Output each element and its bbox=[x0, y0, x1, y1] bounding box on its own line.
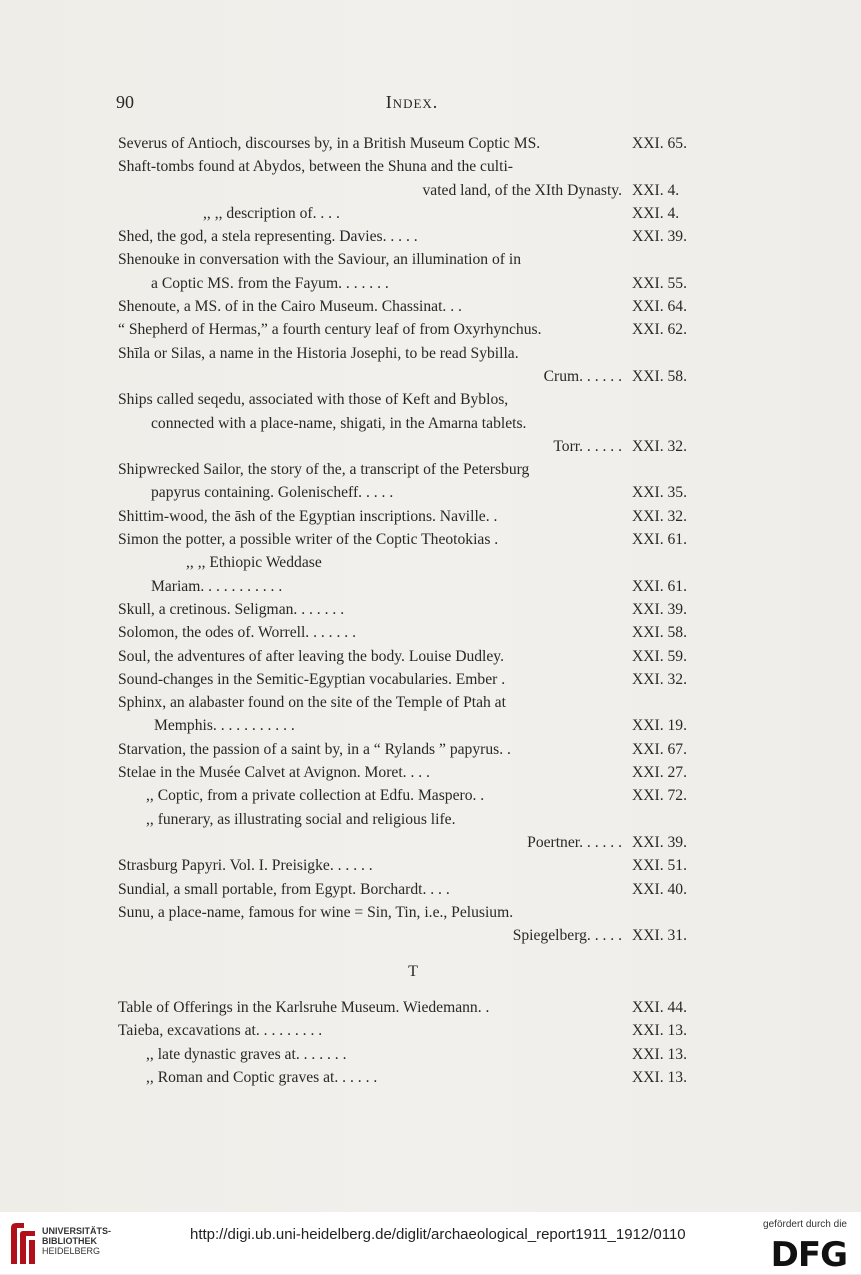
dfg-logo: DFG bbox=[770, 1235, 847, 1275]
volume-reference: XXI. 31. bbox=[632, 927, 688, 945]
university-library-logo-icon bbox=[8, 1220, 38, 1268]
volume-reference: XXI. 4. bbox=[632, 181, 680, 199]
volume-reference: XXI. 64. bbox=[632, 298, 688, 316]
index-line: Mariam. . . . . . . . . . . XXI. 61. bbox=[118, 575, 708, 598]
volume-reference: XXI. 55. bbox=[632, 274, 688, 292]
volume-reference: XXI. 27. bbox=[632, 764, 688, 782]
index-line: Spiegelberg. . . . . XXI. 31. bbox=[118, 924, 708, 947]
index-line: Torr. . . . . . XXI. 32. bbox=[118, 435, 708, 458]
index-line: ,, Coptic, from a private collection at Edfu. Maspero. . XXI. 72. bbox=[118, 784, 708, 807]
index-line: Severus of Antioch, discourses by, in a British Museum Coptic MS. XXI. 65. bbox=[118, 132, 708, 155]
volume-reference: XXI. 13. bbox=[632, 1022, 688, 1040]
volume-reference: XXI. 39. bbox=[632, 833, 688, 851]
index-line: Memphis. . . . . . . . . . . XXI. 19. bbox=[118, 714, 708, 737]
index-line: ,, late dynastic graves at. . . . . . . XXI. 13. bbox=[118, 1043, 708, 1066]
index-entries bbox=[118, 132, 708, 947]
volume-reference: XXI. 44. bbox=[632, 999, 688, 1016]
page-title: Index. bbox=[385, 92, 439, 112]
index-line: Soul, the adventures of after leaving the body. Louise Dudley. XXI. 59. bbox=[118, 645, 708, 668]
volume-reference: XXI. 58. bbox=[632, 367, 688, 385]
index-line: Skull, a cretinous. Seligman. . . . . . . XXI. 39. bbox=[118, 598, 708, 621]
index-line: Starvation, the passion of a saint by, in a “ Rylands ” papyrus. . XXI. 67. bbox=[118, 738, 708, 761]
index-line: ,, Roman and Coptic graves at. . . . . . XXI. 13. bbox=[118, 1066, 708, 1089]
volume-reference: XXI. 32. bbox=[632, 437, 688, 455]
document-url-link[interactable]: http://digi.ub.uni-heidelberg.de/diglit/archaeological_report1911_1912/0110 bbox=[190, 1226, 686, 1243]
funding-text: gefördert durch die bbox=[763, 1219, 847, 1230]
index-line: Shaft-tombs found at Abydos, between the Shuna and the culti- bbox=[118, 158, 513, 176]
index-entries-t bbox=[118, 996, 708, 1089]
volume-reference: XXI. 72. bbox=[632, 787, 688, 805]
index-line: Poertner. . . . . . XXI. 39. bbox=[118, 831, 708, 854]
volume-reference: XXI. 35. bbox=[632, 484, 688, 502]
index-line: Table of Offerings in the Karlsruhe Museum. Wiedemann. . XXI. 44. bbox=[118, 996, 708, 1019]
volume-reference: XXI. 19. bbox=[632, 717, 688, 735]
index-line: connected with a place-name, shigati, in the Amarna tablets. bbox=[151, 414, 527, 432]
volume-reference: XXI. 59. bbox=[632, 647, 688, 665]
volume-reference: XXI. 39. bbox=[632, 228, 688, 246]
page-number: 90 bbox=[116, 92, 134, 112]
volume-reference: XXI. 65. bbox=[632, 135, 688, 152]
volume-reference: XXI. 4. bbox=[632, 204, 680, 222]
volume-reference: XXI. 13. bbox=[632, 1045, 688, 1063]
index-line: Sound-changes in the Semitic-Egyptian vocabularies. Ember . XXI. 32. bbox=[118, 668, 708, 691]
index-line: Shittim-wood, the āsh of the Egyptian inscriptions. Naville. . XXI. 32. bbox=[118, 505, 708, 528]
volume-reference: XXI. 32. bbox=[632, 670, 688, 688]
footer-bar bbox=[0, 1212, 861, 1274]
index-line: Strasburg Papyri. Vol. I. Preisigke. . . . . . XXI. 51. bbox=[118, 854, 708, 877]
volume-reference: XXI. 58. bbox=[632, 624, 688, 642]
section-letter: T bbox=[408, 963, 418, 980]
page-header bbox=[116, 92, 708, 116]
volume-reference: XXI. 40. bbox=[632, 880, 688, 898]
index-line: Stelae in the Musée Calvet at Avignon. Moret. . . . XXI. 27. bbox=[118, 761, 708, 784]
index-line: “ Shepherd of Hermas,” a fourth century leaf of from Oxyrhynchus. XXI. 62. bbox=[118, 318, 708, 341]
index-line: Shenoute, a MS. of in the Cairo Museum. Chassinat. . . XXI. 64. bbox=[118, 295, 708, 318]
volume-reference: XXI. 13. bbox=[632, 1068, 688, 1086]
volume-reference: XXI. 62. bbox=[632, 321, 688, 339]
volume-reference: XXI. 32. bbox=[632, 507, 688, 525]
volume-reference: XXI. 61. bbox=[632, 531, 688, 549]
volume-reference: XXI. 61. bbox=[632, 577, 688, 595]
volume-reference: XXI. 67. bbox=[632, 740, 688, 758]
index-line: papyrus containing. Golenischeff. . . . . XXI. 35. bbox=[118, 481, 708, 504]
index-line: Sundial, a small portable, from Egypt. Borchardt. . . . XXI. 40. bbox=[118, 878, 708, 901]
index-line: Sunu, a place-name, famous for wine = Sin, Tin, i.e., Pelusium. bbox=[118, 903, 514, 921]
index-line: Taieba, excavations at. . . . . . . . . XXI. 13. bbox=[118, 1019, 708, 1042]
index-line: vated land, of the XIth Dynasty. XXI. 4. bbox=[118, 179, 708, 202]
index-line: ,, funerary, as illustrating social and religious life. bbox=[146, 810, 456, 828]
index-line: Shipwrecked Sailor, the story of the, a transcript of the Petersburg bbox=[118, 461, 530, 479]
index-line: Shīla or Silas, a name in the Historia Josephi, to be read Sybilla. bbox=[118, 344, 519, 362]
index-line: Shed, the god, a stela representing. Davies. . . . . XXI. 39. bbox=[118, 225, 708, 248]
index-line: Shenouke in conversation with the Saviour, an illumination of in bbox=[118, 251, 522, 269]
library-name: UNIVERSITÄTS- BIBLIOTHEK HEIDELBERG bbox=[42, 1226, 112, 1256]
index-line: Simon the potter, a possible writer of the Coptic Theotokias . XXI. 61. bbox=[118, 528, 708, 551]
index-line: Ships called seqedu, associated with those of Keft and Byblos, bbox=[118, 391, 509, 409]
index-line: Crum. . . . . . XXI. 58. bbox=[118, 365, 708, 388]
index-line: a Coptic MS. from the Fayum. . . . . . . XXI. 55. bbox=[118, 272, 708, 295]
index-line: Sphinx, an alabaster found on the site of the Temple of Ptah at bbox=[118, 694, 506, 712]
index-line: ,, ,, description of. . . . XXI. 4. bbox=[118, 202, 708, 225]
volume-reference: XXI. 51. bbox=[632, 857, 688, 875]
index-line: ,, ,, Ethiopic Weddase bbox=[186, 554, 322, 572]
volume-reference: XXI. 39. bbox=[632, 600, 688, 618]
index-line: Solomon, the odes of. Worrell. . . . . . . XXI. 58. bbox=[118, 621, 708, 644]
